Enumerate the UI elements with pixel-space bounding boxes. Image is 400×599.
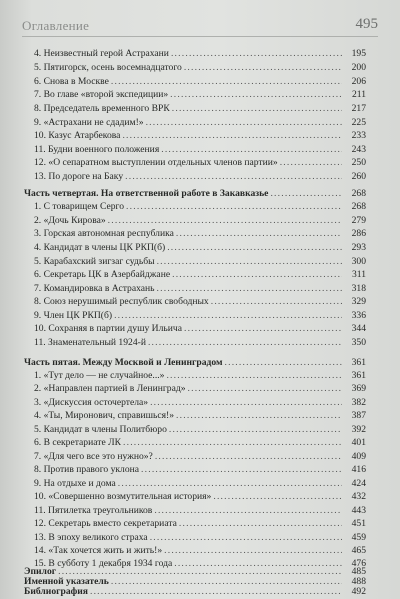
toc-entry: 12. «О сепаратном выступлении отдельных членов партии» ..... 250 bbox=[34, 157, 366, 168]
toc-entry: 2. «Направлен партией в Ленинград» ..... 369 bbox=[34, 383, 366, 394]
toc-entry: 9. На отдыхе и дома ..... 424 bbox=[34, 478, 366, 489]
toc-entry: 5. Кандидат в члены Политбюро ..... 392 bbox=[34, 424, 366, 435]
toc-entry: 4. Неизвестный герой Астрахани ..... 195 bbox=[34, 48, 366, 59]
toc-entry: 6. Снова в Москве ..... 206 bbox=[34, 76, 366, 87]
toc-entry: 9. «Астрахани не сдадим!» ..... 225 bbox=[34, 117, 366, 128]
toc-entry: 15. В субботу 1 декабря 1934 года ..... 476 bbox=[34, 558, 366, 569]
toc-entry: 7. Командировка в Астрахань ..... 318 bbox=[34, 283, 366, 294]
toc-entry: 14. «Так хочется жить и жить!» ..... 465 bbox=[34, 545, 366, 556]
toc-entry: 4. Кандидат в члены ЦК РКП(б) ..... 293 bbox=[34, 242, 366, 253]
page-number: 495 bbox=[355, 16, 378, 32]
toc-entry: 8. Против правого уклона ..... 416 bbox=[34, 464, 366, 475]
toc-entry: 6. Секретарь ЦК в Азербайджане ..... 311 bbox=[34, 269, 366, 280]
toc-entry: 5. Пятигорск, осень восемнадцатого ..... 200 bbox=[34, 62, 366, 73]
toc-entry: 3. Горская автономная республика ..... 286 bbox=[34, 228, 366, 239]
toc-backmatter-entry: Именной указатель ..... 488 bbox=[24, 576, 366, 587]
toc-entry: 4. «Ты, Миронович, справишься!» ..... 387 bbox=[34, 410, 366, 421]
toc-entry: 5. Карабахский зигзаг судьбы ..... 300 bbox=[34, 256, 366, 267]
toc-entry: 11. Пятилетка треугольников ..... 443 bbox=[34, 505, 366, 516]
toc-entry: 8. Союз нерушимый республик свободных ..... 329 bbox=[34, 296, 366, 307]
toc-entry: 10. Казус Атарбекова ..... 233 bbox=[34, 130, 366, 141]
toc-backmatter-entry: Библиография ..... 492 bbox=[24, 586, 366, 597]
toc-entry: 1. С товарищем Серго ..... 268 bbox=[34, 201, 366, 212]
toc-entry: 1. «Тут дело — не случайное...» ..... 361 bbox=[34, 370, 366, 381]
toc-entry: 6. В секретариате ЛК ..... 401 bbox=[34, 437, 366, 448]
toc-entry: 10. «Совершенно возмутительная история» ..... 432 bbox=[34, 491, 366, 502]
toc-entry: 10. Сохраняя в партии душу Ильича ..... 344 bbox=[34, 323, 366, 334]
toc-entry: 2. «Дочь Кирова» ..... 279 bbox=[34, 215, 366, 226]
toc-entry: 8. Председатель временного ВРК ..... 217 bbox=[34, 103, 366, 114]
toc-entry: 11. Будни военного положения ..... 243 bbox=[34, 144, 366, 155]
toc-entry: 13. В эпоху великого страха ..... 459 bbox=[34, 532, 366, 543]
toc-entry: 11. Знаменательный 1924-й ..... 350 bbox=[34, 337, 366, 348]
running-title: Оглавление bbox=[22, 18, 90, 33]
toc-entry: 9. Член ЦК РКП(б) ..... 336 bbox=[34, 310, 366, 321]
toc-part-heading: Часть четвертая. На ответственной работе в Закавказье ..... 268 bbox=[24, 188, 366, 199]
toc-entry: 12. Секретарь вместо секретариата ..... 451 bbox=[34, 518, 366, 529]
toc-backmatter-entry: Эпилог ..... 485 bbox=[24, 566, 366, 577]
toc-entry: 13. По дороге на Баку ..... 260 bbox=[34, 171, 366, 182]
toc-part-heading: Часть пятая. Между Москвой и Ленинградом ..... 361 bbox=[24, 357, 366, 368]
toc-entry: 3. «Дискуссия осточертела» ..... 382 bbox=[34, 397, 366, 408]
toc-entry: 7. «Для чего все это нужно»? ..... 409 bbox=[34, 451, 366, 462]
toc-entry: 7. Во главе «второй экспедиции» ..... 211 bbox=[34, 89, 366, 100]
